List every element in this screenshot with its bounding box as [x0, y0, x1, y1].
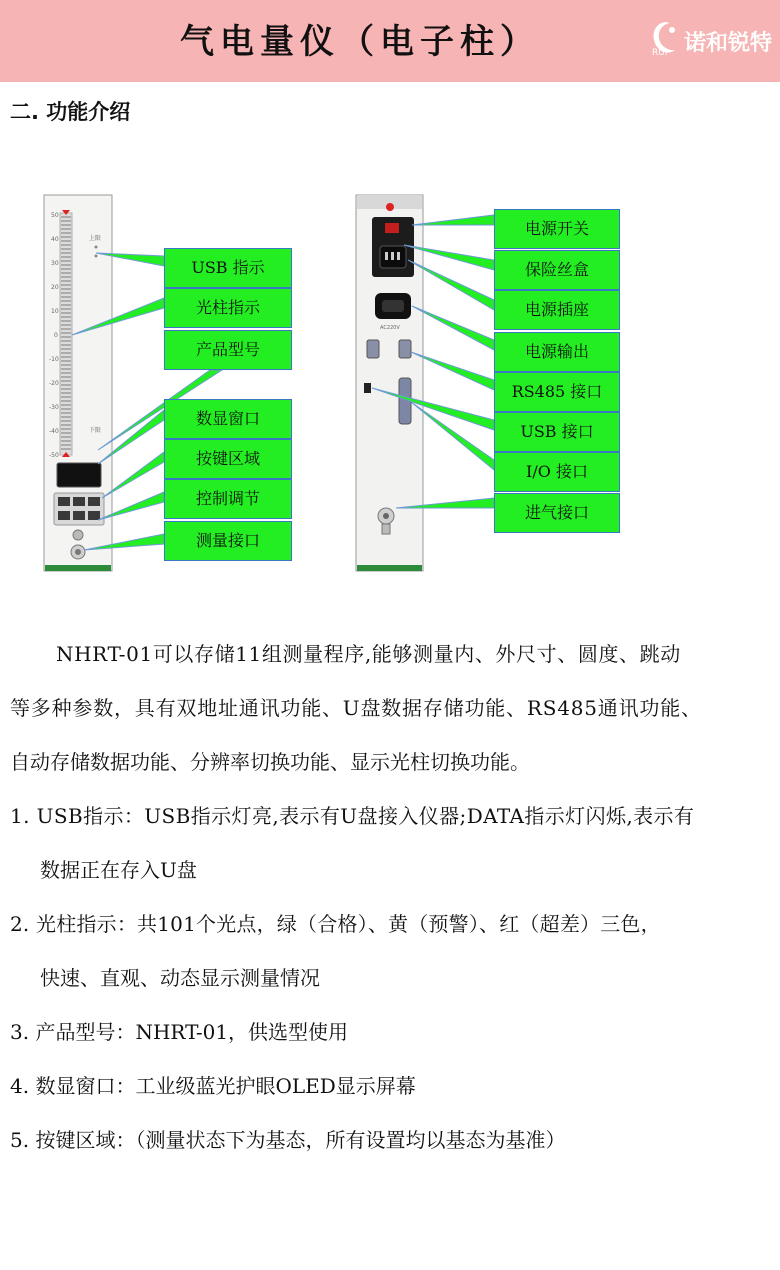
product-diagram	[0, 180, 780, 590]
rs485-connector-a	[367, 340, 379, 358]
svg-text:0: 0	[54, 332, 58, 339]
callout-product-model: 产品型号	[164, 330, 292, 370]
item-3: 3. 产品型号：NHRT-01，供选型使用	[10, 1020, 349, 1044]
svg-text:下限: 下限	[89, 427, 102, 434]
intro-line-1: NHRT-01可以存储11组测量程序,能够测量内、外尺寸、圆度、跳动	[56, 642, 681, 666]
intro-line-2: 等多种参数，具有双地址通讯功能、U盘数据存储功能、RS485通讯功能、	[10, 696, 702, 720]
item-1-line-1: 1. USB指示：USB指示灯亮,表示有U盘接入仪器;DATA指示灯闪烁,表示有	[10, 804, 695, 828]
item-5: 5. 按键区域：（测量状态下为基态，所有设置均以基态为基准）	[10, 1128, 566, 1152]
page-title: 气电量仪（电子柱）	[180, 22, 540, 62]
front-panel-image	[44, 195, 112, 571]
logo-text: 诺和锐特	[684, 31, 773, 56]
callout-power-socket: 电源插座	[494, 290, 620, 330]
usb-port	[364, 383, 371, 393]
page-header	[0, 0, 780, 82]
item-4: 4. 数显窗口：工业级蓝光护眼OLED显示屏幕	[10, 1074, 416, 1098]
callout-usb-indicator: USB 指示	[164, 248, 292, 288]
callout-fuse-box: 保险丝盒	[494, 250, 620, 290]
callout-keypad-area: 按键区域	[164, 439, 292, 479]
brand-logo	[648, 18, 774, 64]
callout-light-bar: 光柱指示	[164, 288, 292, 328]
svg-text:-40: -40	[49, 428, 59, 435]
item-1-line-2: 数据正在存入U盘	[40, 858, 197, 882]
svg-text:-30: -30	[49, 404, 59, 411]
svg-text:20: 20	[51, 284, 59, 291]
callout-air-inlet: 进气接口	[494, 493, 620, 533]
rs485-connector-b	[399, 340, 411, 358]
callout-usb-port: USB 接口	[494, 412, 620, 452]
svg-text:上限: 上限	[89, 235, 102, 242]
diagram-svg	[0, 180, 780, 590]
item-2-line-2: 快速、直观、动态显示测量情况	[40, 966, 320, 990]
fuse-knob	[386, 203, 394, 211]
svg-text:30: 30	[51, 260, 59, 267]
svg-text:-20: -20	[49, 380, 59, 387]
item-2-line-1: 2. 光柱指示：共101个光点，绿（合格）、黄（预警）、红（超差）三色，	[10, 912, 661, 936]
keypad	[54, 493, 104, 525]
callout-measuring-interface: 测量接口	[164, 521, 292, 561]
svg-text:10: 10	[51, 308, 59, 315]
callout-io-port: I/O 接口	[494, 452, 620, 492]
back-panel-image	[356, 195, 423, 571]
callout-power-switch: 电源开关	[494, 209, 620, 249]
callout-control-adjust: 控制调节	[164, 479, 292, 519]
callout-rs485-port: RS485 接口	[494, 372, 620, 412]
callout-display-window: 数显窗口	[164, 399, 292, 439]
intro-line-3: 自动存储数据功能、分辨率切换功能、显示光柱切换功能。	[10, 750, 530, 774]
svg-text:40: 40	[51, 236, 59, 243]
logo-sub: RUI	[652, 48, 668, 58]
svg-text:-50: -50	[49, 452, 59, 459]
callout-power-output: 电源输出	[494, 332, 620, 372]
svg-text:AC220V: AC220V	[380, 325, 400, 331]
svg-text:50: 50	[51, 212, 59, 219]
svg-text:-10: -10	[49, 356, 59, 363]
section-title: 二. 功能介绍	[10, 100, 131, 124]
display-window	[57, 463, 101, 487]
